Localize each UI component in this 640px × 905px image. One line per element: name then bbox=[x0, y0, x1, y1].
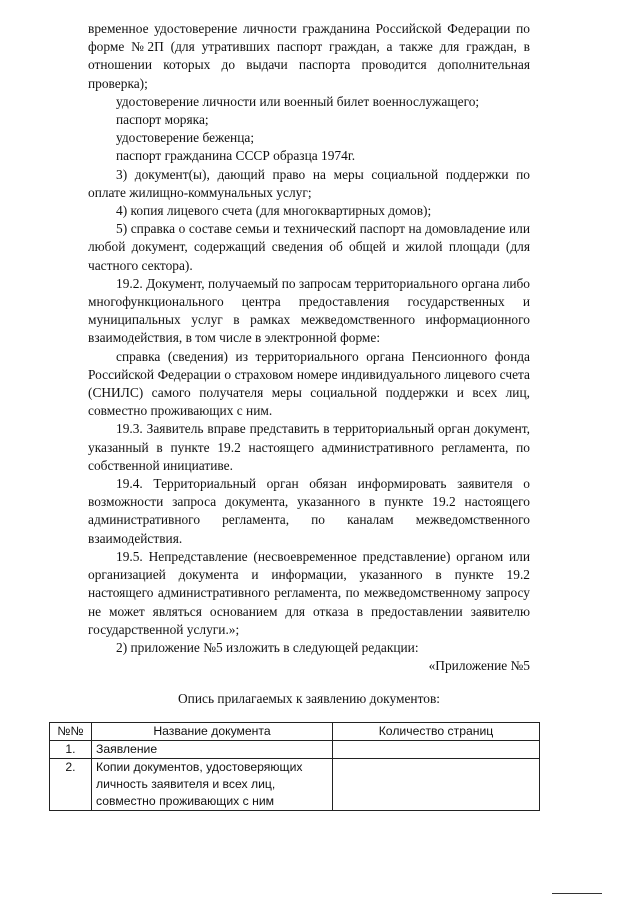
paragraph-19-5: 19.5. Непредставление (несвоевременное представление) органом или организацией документа и информации, указанного в пункте 19.2 настоящего административного регламента, по межведомственному запросу не может являться основанием для отказа в предоставлении заявителю государственной услуги.»; bbox=[88, 548, 530, 637]
paragraph-19-4: 19.4. Территориальный орган обязан информировать заявителя о возможности запроса документа, указанного в пункте 19.2 настоящего административного регламента, по каналам межведомственного взаимодействия. bbox=[88, 476, 530, 546]
paragraph-19-3: 19.3. Заявитель вправе представить в территориальный орган документ, указанный в пункте 19.2 настоящего административного регламента, по собственной инициативе. bbox=[88, 421, 530, 473]
paragraph-item-5: 5) справка о составе семьи и технический паспорт на домовладение или любой документ, содержащий сведения об общей и жилой площади (для частного сектора). bbox=[88, 221, 530, 273]
cell-number: 1. bbox=[50, 741, 92, 759]
cell-document-name: Заявление bbox=[92, 741, 333, 759]
paragraph-item-4: 4) копия лицевого счета (для многоквартирных домов); bbox=[116, 203, 432, 219]
paragraph-item-3: 3) документ(ы), дающий право на меры социальной поддержки по оплате жилищно-коммунальных услуг; bbox=[88, 166, 530, 200]
paragraph-19-2: 19.2. Документ, получаемый по запросам территориального органа либо многофункционального центра предоставления государственных и муниципальных услуг в рамках межведомственного информационного взаимодействия, в том числе в электронной форме: bbox=[88, 275, 530, 346]
cell-page-count bbox=[333, 759, 540, 811]
paragraph-refugee-id: удостоверение беженца; bbox=[116, 130, 255, 146]
column-header-document-name: Название документа bbox=[92, 723, 333, 741]
table-header-row bbox=[50, 723, 540, 741]
cell-document-name: Копии документов, удостоверяющих личность заявителя и всех лиц, совместно проживающих с ним bbox=[92, 759, 333, 811]
table-row bbox=[50, 741, 540, 759]
footer-rule bbox=[552, 893, 602, 894]
documents-table bbox=[49, 722, 540, 811]
paragraph-pension-fund-certificate: справка (сведения) из территориального органа Пенсионного фонда Российской Федерации о страховом номере индивидуального лицевого счета (СНИЛС) самого получателя меры социальной поддержки и всех лиц, совместно проживающих с ним. bbox=[88, 348, 530, 419]
paragraph-appendix-amendment: 2) приложение №5 изложить в следующей редакции: bbox=[116, 639, 419, 655]
cell-number: 2. bbox=[50, 759, 92, 811]
column-header-page-count: Количество страниц bbox=[333, 723, 540, 741]
table-title: Опись прилагаемых к заявлению документов: bbox=[178, 691, 440, 706]
paragraph-ussr-passport: паспорт гражданина СССР образца 1974г. bbox=[116, 148, 356, 164]
column-header-number: №№ bbox=[50, 723, 92, 741]
table-row bbox=[50, 759, 540, 811]
document-body bbox=[88, 20, 530, 675]
appendix-label: «Приложение №5 bbox=[428, 658, 530, 674]
paragraph-id-document-form-2p: временное удостоверение личности гражданина Российской Федерации по форме №2П (для утративших паспорт граждан, а также для граждан, в отношении которых до выдачи паспорта проводится дополнительная проверка); bbox=[88, 21, 530, 91]
paragraph-military-id: удостоверение личности или военный билет военнослужащего; bbox=[116, 93, 480, 109]
paragraph-seaman-passport: паспорт моряка; bbox=[116, 112, 209, 128]
cell-page-count bbox=[333, 741, 540, 759]
